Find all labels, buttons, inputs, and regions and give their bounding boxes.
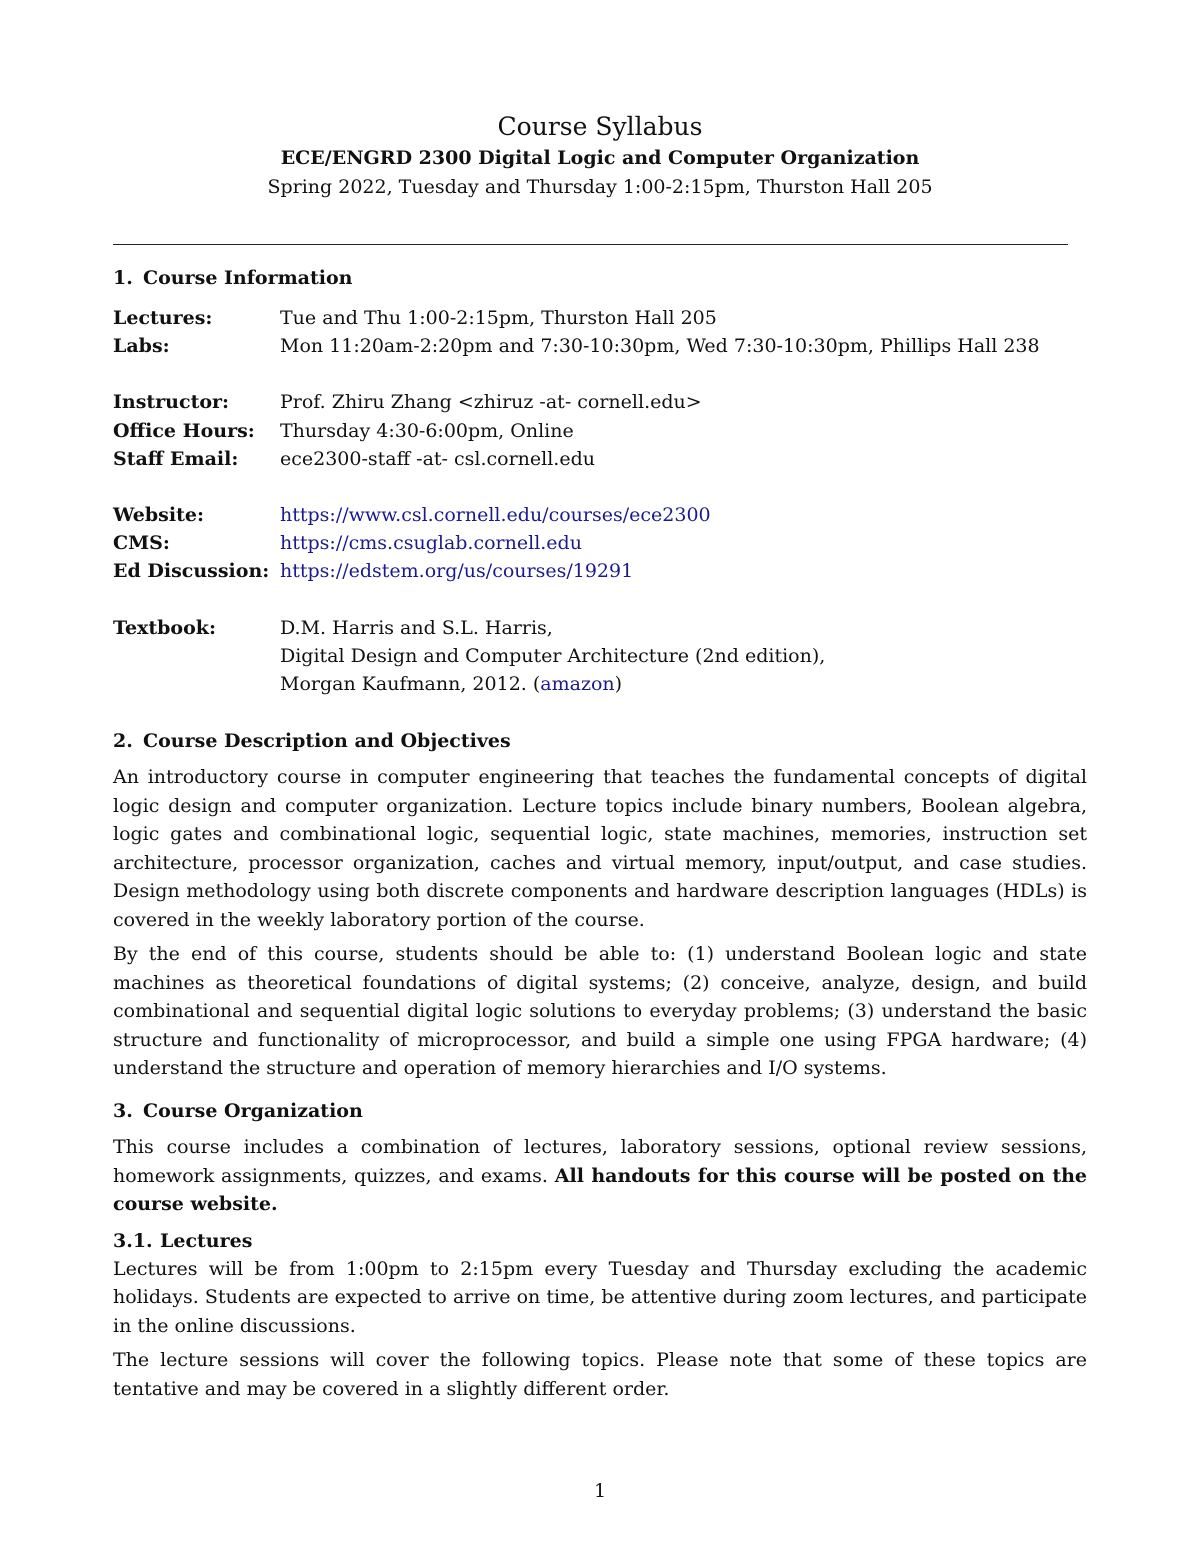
section-course-organization [113, 1097, 1087, 1403]
lectures-paragraph-1: Lectures will be from 1:00pm to 2:15pm every Tuesday and Thursday excluding the academic holidays. Students are expected to arrive on time, be attentive during zoom lectures, and participate in the online discussions. [113, 1257, 1087, 1337]
section-title: Course Organization [143, 1100, 363, 1122]
instructor-value: Prof. Zhiru Zhang <zhiruz -at- cornell.edu> [280, 391, 702, 414]
lectures-label: Lectures: [113, 307, 213, 329]
objectives-paragraph: By the end of this course, students should be able to: (1) understand Boolean logic and state machines as theoretical foundations of digital systems; (2) conceive, analyze, design, and build combinational and sequential digital logic solutions to everyday problems; (3) understand the basic structure and functionality of microprocessor, and build a simple one using FPGA hardware; (4) understand the structure and operation of memory hierarchies and I/O systems. [113, 943, 1087, 1079]
section-title: Course Description and Objectives [143, 730, 511, 752]
amazon-link[interactable]: amazon [540, 673, 615, 696]
horizontal-rule [113, 244, 1068, 245]
office-hours-value: Thursday 4:30-6:00pm, Online [280, 419, 574, 442]
section-course-description [113, 727, 1087, 1083]
ed-discussion-link[interactable]: https://edstem.org/us/courses/19291 [280, 560, 634, 583]
staff-email-value: ece2300-staff -at- csl.cornell.edu [280, 447, 595, 470]
document-title: Course Syllabus [497, 112, 703, 141]
handouts-note: All handouts for this course will be posted on the course website. [113, 1164, 1088, 1215]
course-meta: Spring 2022, Tuesday and Thursday 1:00-2:15pm, Thurston Hall 205 [267, 176, 933, 198]
organization-paragraph [113, 1133, 1087, 1219]
textbook-line-2: Digital Design and Computer Architecture (2nd edition), [280, 644, 826, 667]
course-info-table [113, 304, 1040, 698]
title-block [0, 110, 1200, 202]
section-heading [113, 727, 1087, 755]
labs-value: Mon 11:20am-2:20pm and 7:30-10:30pm, Wed 7:30-10:30pm, Phillips Hall 238 [280, 335, 1040, 358]
office-hours-label: Office Hours: [113, 419, 255, 442]
description-paragraph: An introductory course in computer engineering that teaches the fundamental concepts of digital logic design and computer organization. Lecture topics include binary numbers, Boolean algebra, logic gates and combinational logic, sequential logic, state machines, memories, instruction set architecture, processor organization, caches and virtual memory, input/output, and case studies. Design methodology using both discrete components and hardware description languages (HDLs) is covered in the weekly laboratory portion of the course. [113, 766, 1087, 931]
textbook-line-3 [280, 670, 1040, 698]
website-label: Website: [113, 504, 204, 527]
page-number: 1 [593, 1480, 607, 1502]
staff-email-label: Staff Email: [113, 447, 239, 470]
labs-label: Labs: [113, 335, 170, 358]
textbook-close-paren: ) [614, 673, 623, 696]
textbook-publisher: Morgan Kaufmann, 2012. ( [280, 673, 541, 696]
section-number: 3. [113, 1100, 133, 1122]
cms-label: CMS: [113, 532, 170, 555]
ed-discussion-label: Ed Discussion: [113, 560, 270, 583]
section-number: 1. [113, 267, 133, 289]
subsection-number: 3.1. [113, 1229, 153, 1252]
textbook-label: Textbook: [113, 616, 216, 639]
instructor-label: Instructor: [113, 391, 230, 414]
section-course-information [113, 264, 1087, 698]
subsection-title: Lectures [160, 1229, 253, 1252]
organization-text: This course includes a combination of lectures, laboratory sessions, optional review sessions, homework assignments, quizzes, and exams. [113, 1136, 1087, 1187]
cms-link[interactable]: https://cms.csuglab.cornell.edu [280, 532, 582, 555]
lectures-paragraph-2: The lecture sessions will cover the following topics. Please note that some of these topics are tentative and may be covered in a slightly different order. [113, 1349, 1087, 1400]
section-heading [113, 264, 1087, 292]
section-title: Course Information [143, 267, 353, 289]
website-link[interactable]: https://www.csl.cornell.edu/courses/ece2300 [280, 504, 711, 527]
lectures-value: Tue and Thu 1:00-2:15pm, Thurston Hall 205 [280, 307, 717, 329]
textbook-line-1: D.M. Harris and S.L. Harris, [280, 616, 553, 639]
course-name: ECE/ENGRD 2300 Digital Logic and Computer Organization [280, 147, 920, 169]
subsection-heading [113, 1227, 1087, 1255]
section-number: 2. [113, 730, 133, 752]
section-heading [113, 1097, 1087, 1125]
